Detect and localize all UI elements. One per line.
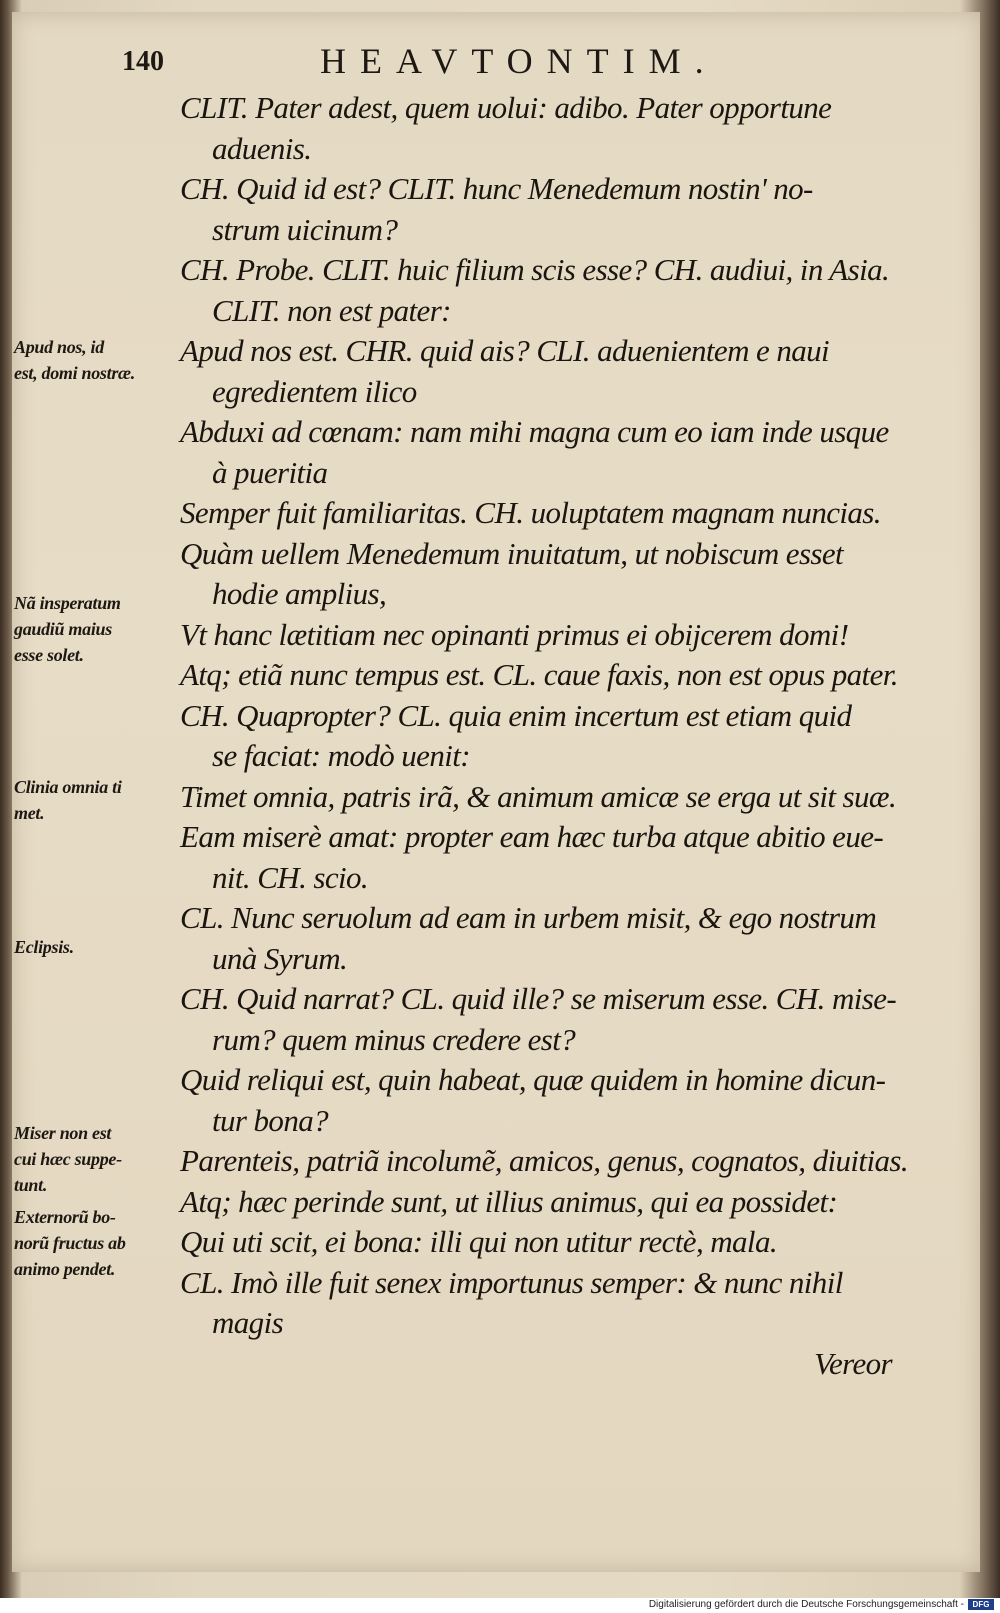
- marginal-note-line: Nã insperatum: [14, 593, 121, 613]
- text-line: aduenis.: [212, 130, 312, 166]
- text-line: nit. CH. scio.: [212, 859, 369, 895]
- marginal-note-line: esse solet.: [14, 645, 84, 665]
- marginal-note-line: gaudiũ maius: [14, 619, 112, 639]
- marginal-note-line: cui hæc suppe-: [14, 1149, 122, 1169]
- text-line: CH. Probe. CLIT. huic filium scis esse? CH. audiui, in Asia.: [180, 252, 890, 287]
- marginal-note: [14, 1204, 180, 1282]
- page-header: [0, 40, 1000, 80]
- text-line: à pueritia: [212, 454, 328, 490]
- marginal-note-line: Externorũ bo-: [14, 1207, 116, 1227]
- text-line: se faciat: modò uenit:: [212, 738, 470, 773]
- text-line: Abduxi ad cœnam: nam mihi magna cum eo iam inde usque: [180, 414, 889, 449]
- text-line: CL. Imò ille fuit senex importunus semper: & nunc nihil: [180, 1264, 843, 1300]
- text-line: Eam miserè amat: propter eam hæc turba atque abitio eue-: [180, 819, 884, 854]
- text-line: Parenteis, patriã incolumẽ, amicos, genus, cognatos, diuitias.: [180, 1143, 908, 1178]
- text-line: Timet omnia, patris irã, & animum amicæ se erga ut sit suæ.: [180, 778, 897, 814]
- running-title: HEAVTONTIM.: [320, 41, 718, 81]
- digitization-footer: [0, 1598, 1000, 1613]
- marginal-note-line: Eclipsis.: [14, 937, 74, 957]
- text-line: unà Syrum.: [212, 940, 348, 976]
- text-line: hodie amplius,: [212, 576, 387, 611]
- marginal-note: [14, 334, 180, 386]
- text-line: Atq; etiã nunc tempus est. CL. caue faxis, non est opus pater.: [180, 657, 898, 692]
- marginal-note-line: met.: [14, 803, 45, 823]
- text-line: egredientem ilico: [212, 373, 417, 409]
- text-line: CH. Quid narrat? CL. quid ille? se miserum esse. CH. mise-: [180, 981, 897, 1016]
- catchword: Vereor: [814, 1345, 892, 1381]
- text-line: CL. Nunc seruolum ad eam in urbem misit, & ego nostrum: [180, 900, 877, 935]
- marginal-note-line: tunt.: [14, 1175, 48, 1195]
- text-line: Semper fuit familiaritas. CH. uoluptatem magnam nuncias.: [180, 495, 881, 530]
- marginal-note-line: est, domi nostræ.: [14, 363, 135, 383]
- marginal-note: [14, 590, 180, 668]
- text-line: rum? quem minus credere est?: [212, 1021, 576, 1057]
- marginal-note: [14, 934, 180, 960]
- text-line: Apud nos est. CHR. quid ais? CLI. aduenientem e naui: [180, 333, 830, 368]
- funding-notice: Digitalisierung gefördert durch die Deutsche Forschungsgemeinschaft -: [648, 1599, 964, 1610]
- dfg-logo: DFG: [968, 1599, 994, 1610]
- marginal-note-line: animo pendet.: [14, 1259, 116, 1279]
- marginal-note: [14, 774, 180, 826]
- text-line: CLIT. non est pater:: [212, 292, 451, 328]
- text-line: CLIT. Pater adest, quem uolui: adibo. Pater opportune: [180, 90, 832, 125]
- text-line: CH. Quapropter? CL. quia enim incertum est etiam quid: [180, 697, 852, 733]
- text-line: Quid reliqui est, quin habeat, quæ quidem in homine dicun-: [180, 1062, 886, 1097]
- text-line: magis: [212, 1305, 284, 1340]
- marginal-note-line: Clinia omnia ti: [14, 777, 122, 797]
- marginal-note-line: Apud nos, id: [14, 337, 104, 357]
- marginal-note: [14, 1120, 180, 1198]
- text-line: Quàm uellem Menedemum inuitatum, ut nobiscum esset: [180, 535, 844, 571]
- page-number: 140: [122, 46, 164, 77]
- text-line: Qui uti scit, ei bona: illi qui non utitur rectè, mala.: [180, 1224, 777, 1259]
- marginal-note-line: Miser non est: [14, 1123, 112, 1143]
- text-line: Atq; hæc perinde sunt, ut illius animus, qui ea possidet:: [180, 1183, 838, 1219]
- text-line: CH. Quid id est? CLIT. hunc Menedemum nostin' no-: [180, 171, 813, 206]
- text-line: tur bona?: [212, 1102, 329, 1138]
- text-line: strum uicinum?: [212, 211, 398, 247]
- main-text: [180, 88, 910, 1384]
- marginal-note-line: norũ fructus ab: [14, 1233, 126, 1253]
- text-line: Vt hanc lætitiam nec opinanti primus ei obijcerem domi!: [180, 616, 849, 652]
